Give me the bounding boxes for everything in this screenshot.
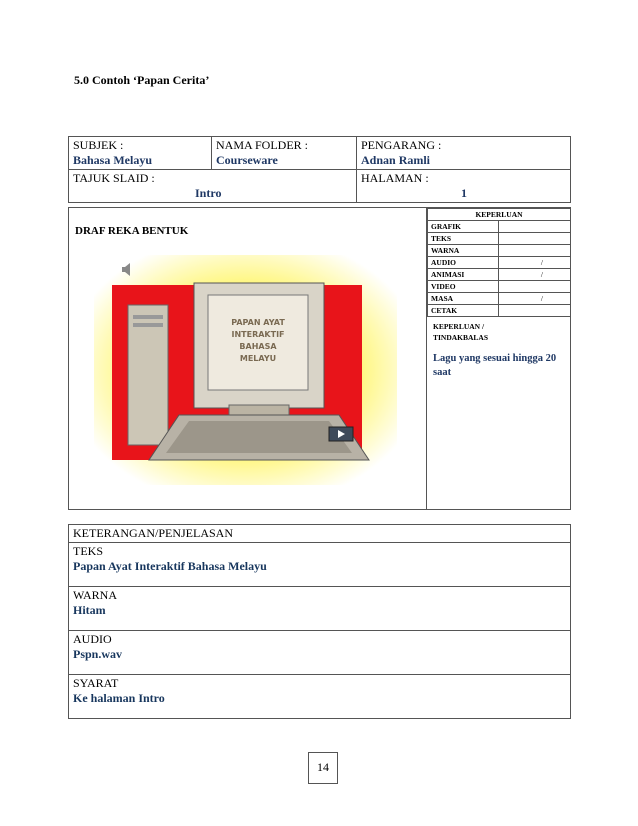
row-mark — [499, 233, 571, 245]
section-heading: 5.0 Contoh ‘Papan Cerita’ — [74, 73, 210, 87]
row-mark — [499, 221, 571, 233]
row-mark — [499, 281, 571, 293]
subjek-cell — [69, 137, 212, 170]
page-number: 14 — [308, 752, 338, 784]
warna-value: Hitam — [73, 603, 106, 617]
tajuk-label: TAJUK SLAID : — [73, 171, 155, 185]
halaman-label: HALAMAN : — [361, 171, 429, 185]
screen-line-4: MELAYU — [239, 354, 277, 363]
row-label: MASA — [428, 293, 499, 305]
row-mark: / — [499, 293, 571, 305]
row-label: WARNA — [428, 245, 499, 257]
row-mark — [499, 305, 571, 317]
tindakbalas-label — [433, 321, 488, 343]
keterangan-title: KETERANGAN/PENJELASAN — [69, 525, 571, 543]
pengarang-value: Adnan Ramli — [361, 153, 431, 167]
keperluan-row — [428, 245, 571, 257]
design-box — [68, 207, 571, 510]
keterangan-table — [68, 524, 571, 719]
screen-line-1: PAPAN AYAT — [231, 318, 285, 327]
audio-cell — [69, 631, 571, 675]
tajuk-value: Intro — [195, 186, 222, 200]
tindakbalas-value: Lagu yang sesuai hingga 20 saat — [433, 353, 557, 378]
pengarang-label: PENGARANG : — [361, 138, 442, 152]
warna-cell — [69, 587, 571, 631]
row-label: ANIMASI — [428, 269, 499, 281]
row-label: AUDIO — [428, 257, 499, 269]
teks-cell — [69, 543, 571, 587]
row-label: TEKS — [428, 233, 499, 245]
keperluan-row — [428, 233, 571, 245]
teks-value: Papan Ayat Interaktif Bahasa Melayu — [73, 559, 267, 573]
syarat-cell — [69, 675, 571, 719]
keperluan-table — [427, 208, 571, 317]
keperluan-row — [428, 293, 571, 305]
warna-label: WARNA — [73, 588, 117, 602]
row-mark — [499, 245, 571, 257]
syarat-label: SYARAT — [73, 676, 119, 690]
keperluan-row — [428, 269, 571, 281]
halaman-cell — [357, 170, 571, 203]
tindakbalas-label-line-2: TINDAKBALAS — [433, 333, 489, 342]
keperluan-row — [428, 281, 571, 293]
tindakbalas-label-line-1: KEPERLUAN / — [433, 322, 485, 331]
keperluan-row — [428, 305, 571, 317]
halaman-value: 1 — [461, 186, 467, 200]
subjek-label: SUBJEK : — [73, 138, 124, 152]
folder-label: NAMA FOLDER : — [216, 138, 309, 152]
tajuk-cell — [69, 170, 357, 203]
folder-cell — [212, 137, 357, 170]
row-label: VIDEO — [428, 281, 499, 293]
draf-label: DRAF REKA BENTUK — [75, 225, 189, 237]
computer-tower — [128, 305, 168, 445]
slide-preview-image — [94, 255, 397, 485]
row-label: GRAFIK — [428, 221, 499, 233]
subjek-value: Bahasa Melayu — [73, 153, 153, 167]
audio-value: Pspn.wav — [73, 647, 123, 661]
folder-value: Courseware — [216, 153, 278, 167]
screen-line-3: BAHASA — [239, 342, 277, 351]
row-mark: / — [499, 269, 571, 281]
row-label: CETAK — [428, 305, 499, 317]
pengarang-cell — [357, 137, 571, 170]
keperluan-title: KEPERLUAN — [428, 209, 571, 221]
play-button-icon[interactable] — [329, 427, 353, 441]
info-table — [68, 136, 571, 203]
keperluan-row — [428, 257, 571, 269]
syarat-value: Ke halaman Intro — [73, 691, 165, 705]
screen-line-2: INTERAKTIF — [231, 330, 285, 339]
keperluan-row — [428, 221, 571, 233]
teks-label: TEKS — [73, 544, 103, 558]
audio-label: AUDIO — [73, 632, 112, 646]
row-mark: / — [499, 257, 571, 269]
